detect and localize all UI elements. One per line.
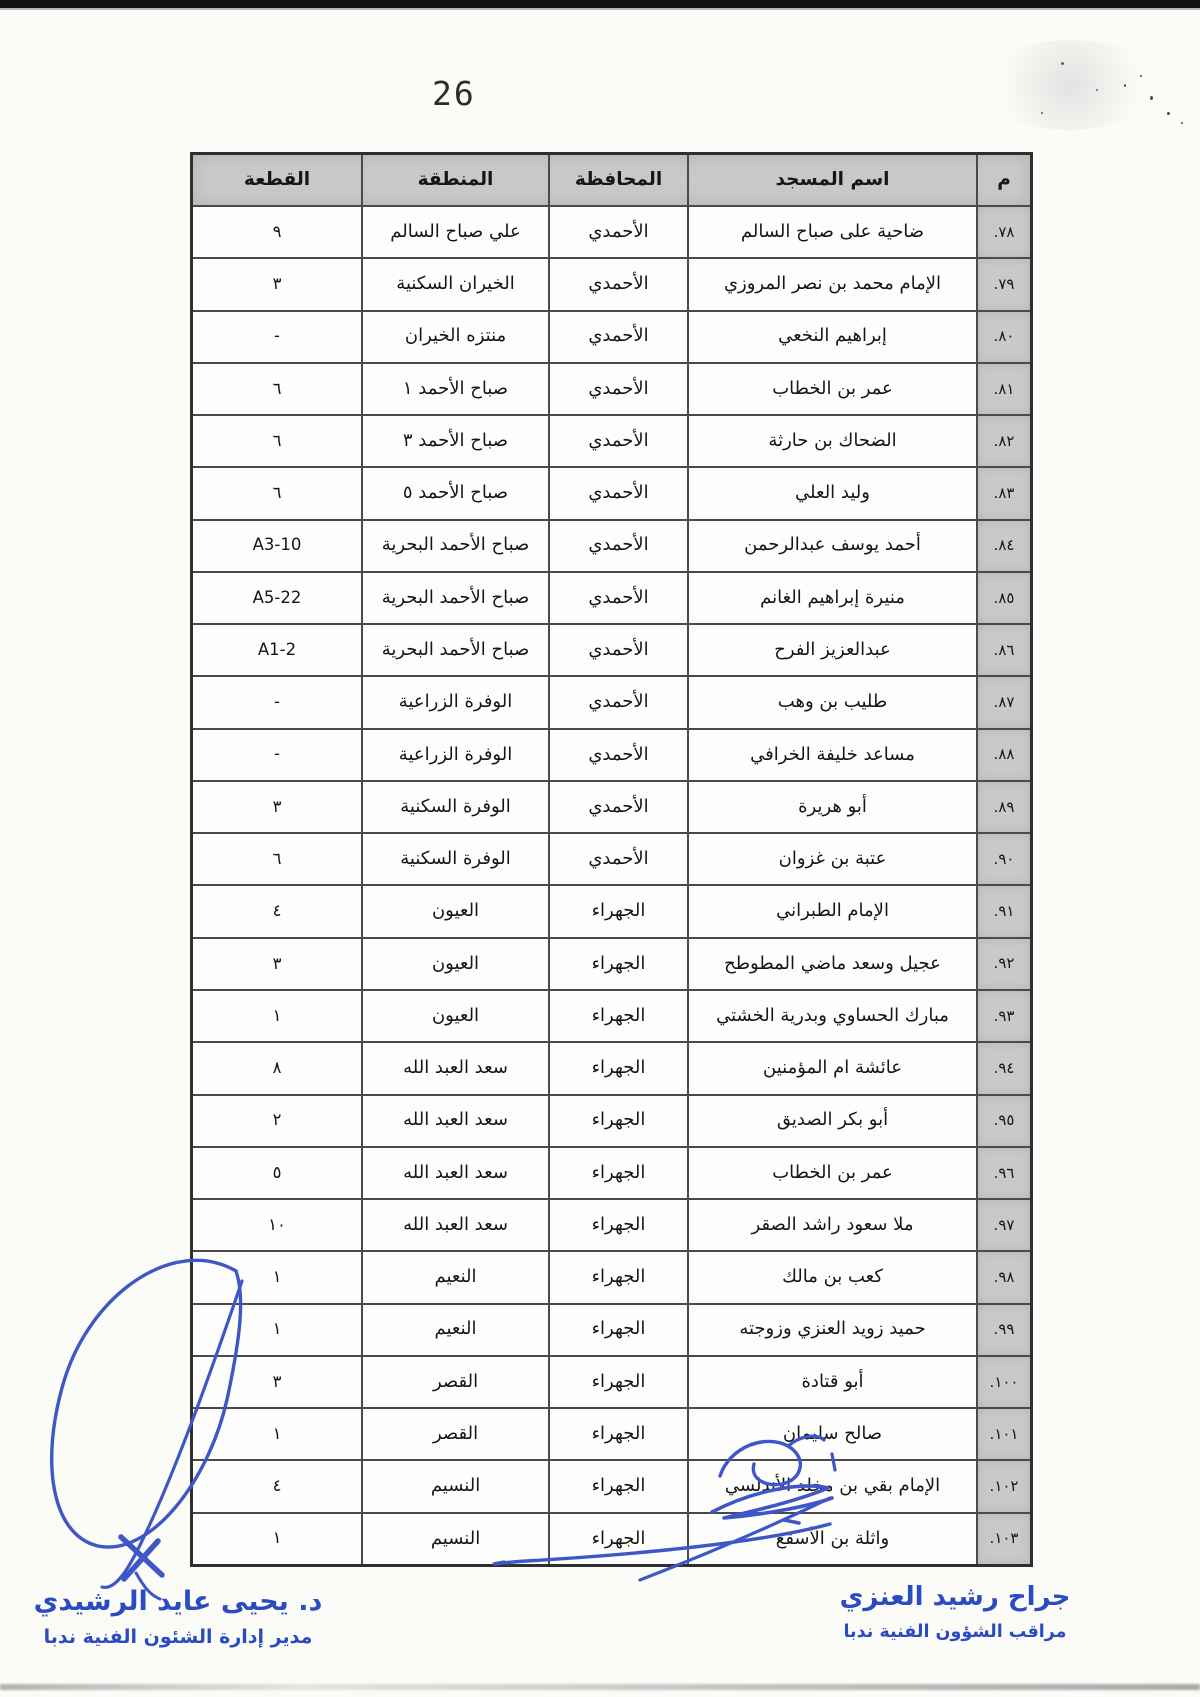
cell-governorate: الأحمدي	[550, 259, 689, 309]
cell-mosque-name: عمر بن الخطاب	[689, 364, 978, 414]
table-row	[193, 1357, 1030, 1409]
cell-plot: ٥	[193, 1148, 363, 1198]
stamp-left	[22, 1586, 334, 1648]
cell-area: النسيم	[363, 1461, 550, 1511]
cell-plot: A1-2	[193, 625, 363, 675]
cell-mosque-name: أحمد يوسف عبدالرحمن	[689, 521, 978, 571]
cell-plot: ٩	[193, 207, 363, 257]
header-plot: القطعة	[193, 155, 363, 205]
table-row	[193, 468, 1030, 520]
cell-mosque-name: أبو بكر الصديق	[689, 1096, 978, 1146]
table-row	[193, 625, 1030, 677]
stamp-right-title: مراقب الشؤون الفنية ندبا	[843, 1622, 1067, 1642]
table-row	[193, 416, 1030, 468]
cell-area: الوفرة السكنية	[363, 782, 550, 832]
table-row	[193, 677, 1030, 729]
cell-area: سعد العبد الله	[363, 1043, 550, 1093]
cell-area: العيون	[363, 886, 550, 936]
cell-mosque-name: عجيل وسعد ماضي المطوطح	[689, 939, 978, 989]
cell-governorate: الجهراء	[550, 939, 689, 989]
cell-governorate: الأحمدي	[550, 782, 689, 832]
cell-mosque-name: وليد العلي	[689, 468, 978, 518]
cell-governorate: الأحمدي	[550, 521, 689, 571]
cell-index: ٩٤.	[978, 1043, 1030, 1093]
scan-smudge	[980, 40, 1160, 130]
table-header-row	[193, 155, 1030, 207]
cell-plot: A5-22	[193, 573, 363, 623]
cell-governorate: الجهراء	[550, 1461, 689, 1511]
table-row	[193, 1043, 1030, 1095]
cell-mosque-name: طليب بن وهب	[689, 677, 978, 727]
cell-area: النعيم	[363, 1252, 550, 1302]
cell-index: ٩١.	[978, 886, 1030, 936]
mosques-table	[190, 152, 1033, 1567]
cell-mosque-name: أبو هريرة	[689, 782, 978, 832]
cell-governorate: الأحمدي	[550, 677, 689, 727]
cell-plot: ٤	[193, 1461, 363, 1511]
table-row	[193, 207, 1030, 259]
cell-area: العيون	[363, 939, 550, 989]
stamp-right	[836, 1582, 1074, 1642]
cell-area: الوفرة السكنية	[363, 834, 550, 884]
cell-mosque-name: حميد زويد العنزي وزوجته	[689, 1305, 978, 1355]
cell-area: الخيران السكنية	[363, 259, 550, 309]
cell-governorate: الجهراء	[550, 1357, 689, 1407]
cell-area: سعد العبد الله	[363, 1096, 550, 1146]
cell-governorate: الجهراء	[550, 1096, 689, 1146]
cell-index: ١٠٠.	[978, 1357, 1030, 1407]
cell-governorate: الأحمدي	[550, 834, 689, 884]
cell-index: ٨٩.	[978, 782, 1030, 832]
cell-plot: ٣	[193, 782, 363, 832]
table-row	[193, 573, 1030, 625]
cell-plot: ١	[193, 1514, 363, 1564]
table-row	[193, 521, 1030, 573]
cell-plot: ٦	[193, 468, 363, 518]
cell-index: ٩٣.	[978, 991, 1030, 1041]
cell-governorate: الأحمدي	[550, 625, 689, 675]
cell-governorate: الأحمدي	[550, 364, 689, 414]
scan-top-edge-artifact	[0, 0, 1200, 8]
cell-area: القصر	[363, 1409, 550, 1459]
cell-governorate: الجهراء	[550, 1305, 689, 1355]
stamp-left-name: د. يحيى عايد الرشيدي	[33, 1586, 323, 1617]
stamp-left-title: مدير إدارة الشئون الفنية ندبا	[43, 1626, 313, 1648]
cell-plot: ١	[193, 1409, 363, 1459]
cell-mosque-name: ملا سعود راشد الصقر	[689, 1200, 978, 1250]
cell-area: صباح الأحمد ١	[363, 364, 550, 414]
cell-governorate: الجهراء	[550, 1148, 689, 1198]
cell-index: ٨٥.	[978, 573, 1030, 623]
table-row	[193, 259, 1030, 311]
table-row	[193, 886, 1030, 938]
table-row	[193, 834, 1030, 886]
table-row	[193, 991, 1030, 1043]
cell-governorate: الجهراء	[550, 886, 689, 936]
cell-index: ١٠٣.	[978, 1514, 1030, 1564]
cell-area: صباح الأحمد البحرية	[363, 625, 550, 675]
cell-governorate: الجهراء	[550, 1252, 689, 1302]
cell-area: صباح الأحمد ٣	[363, 416, 550, 466]
cell-plot: ١	[193, 1252, 363, 1302]
table-row	[193, 1461, 1030, 1513]
cell-index: ٩٠.	[978, 834, 1030, 884]
table-row	[193, 1409, 1030, 1461]
page-number: 26	[432, 74, 476, 113]
cell-index: ٨٧.	[978, 677, 1030, 727]
cell-mosque-name: عبدالعزيز الفرح	[689, 625, 978, 675]
cell-index: ٩٢.	[978, 939, 1030, 989]
cell-governorate: الجهراء	[550, 1514, 689, 1564]
table-row	[193, 1200, 1030, 1252]
cell-index: ٩٨.	[978, 1252, 1030, 1302]
header-mosque-name: اسم المسجد	[689, 155, 978, 205]
cell-index: ٩٧.	[978, 1200, 1030, 1250]
cell-area: علي صباح السالم	[363, 207, 550, 257]
cell-index: ٧٩.	[978, 259, 1030, 309]
cell-mosque-name: الضحاك بن حارثة	[689, 416, 978, 466]
cell-index: ٧٨.	[978, 207, 1030, 257]
cell-mosque-name: الإمام محمد بن نصر المروزي	[689, 259, 978, 309]
cell-area: صباح الأحمد البحرية	[363, 521, 550, 571]
cell-plot: ١	[193, 991, 363, 1041]
cell-governorate: الجهراء	[550, 1409, 689, 1459]
cell-governorate: الأحمدي	[550, 312, 689, 362]
cell-plot: A3-10	[193, 521, 363, 571]
cell-plot: ٨	[193, 1043, 363, 1093]
cell-governorate: الأحمدي	[550, 416, 689, 466]
cell-governorate: الجهراء	[550, 1043, 689, 1093]
cell-plot: ٦	[193, 416, 363, 466]
cell-index: ٨٨.	[978, 730, 1030, 780]
cell-mosque-name: عائشة ام المؤمنين	[689, 1043, 978, 1093]
cell-area: سعد العبد الله	[363, 1148, 550, 1198]
cell-governorate: الأحمدي	[550, 207, 689, 257]
stamp-right-name: جراح رشيد العنزي	[839, 1582, 1071, 1612]
cell-area: صباح الأحمد ٥	[363, 468, 550, 518]
cell-mosque-name: الإمام بقي بن مخلد الأندلسي	[689, 1461, 978, 1511]
header-area: المنطقة	[363, 155, 550, 205]
cell-index: ١٠٢.	[978, 1461, 1030, 1511]
cell-mosque-name: ضاحية على صباح السالم	[689, 207, 978, 257]
table-row	[193, 364, 1030, 416]
table-body	[193, 207, 1030, 1564]
header-governorate: المحافظة	[550, 155, 689, 205]
cell-index: ٩٥.	[978, 1096, 1030, 1146]
scan-bottom-edge-artifact	[0, 1684, 1200, 1690]
table-row	[193, 1096, 1030, 1148]
cell-index: ٨٠.	[978, 312, 1030, 362]
cell-index: ١٠١.	[978, 1409, 1030, 1459]
table-row	[193, 1305, 1030, 1357]
cell-index: ٨١.	[978, 364, 1030, 414]
cell-index: ٨٢.	[978, 416, 1030, 466]
cell-mosque-name: منيرة إبراهيم الغانم	[689, 573, 978, 623]
cell-mosque-name: أبو قتادة	[689, 1357, 978, 1407]
cell-mosque-name: عمر بن الخطاب	[689, 1148, 978, 1198]
cell-index: ٩٦.	[978, 1148, 1030, 1198]
cell-area: الوفرة الزراعية	[363, 677, 550, 727]
cell-area: النسيم	[363, 1514, 550, 1564]
cell-area: الوفرة الزراعية	[363, 730, 550, 780]
cell-mosque-name: مبارك الحساوي وبدرية الخشتي	[689, 991, 978, 1041]
cell-governorate: الجهراء	[550, 991, 689, 1041]
cell-mosque-name: عتبة بن غزوان	[689, 834, 978, 884]
cell-mosque-name: إبراهيم النخعي	[689, 312, 978, 362]
cell-plot: ٣	[193, 1357, 363, 1407]
cell-index: ٨٤.	[978, 521, 1030, 571]
cell-area: القصر	[363, 1357, 550, 1407]
cell-area: سعد العبد الله	[363, 1200, 550, 1250]
cell-governorate: الأحمدي	[550, 730, 689, 780]
cell-plot: ٦	[193, 834, 363, 884]
cell-plot: -	[193, 312, 363, 362]
cell-index: ٨٣.	[978, 468, 1030, 518]
cell-mosque-name: مساعد خليفة الخرافي	[689, 730, 978, 780]
table-row	[193, 1148, 1030, 1200]
cell-plot: ٦	[193, 364, 363, 414]
cell-mosque-name: كعب بن مالك	[689, 1252, 978, 1302]
header-index: م	[997, 169, 1011, 191]
cell-plot: ٤	[193, 886, 363, 936]
table-row	[193, 782, 1030, 834]
cell-governorate: الجهراء	[550, 1200, 689, 1250]
table-row	[193, 939, 1030, 991]
cell-index: ٩٩.	[978, 1305, 1030, 1355]
cell-area: النعيم	[363, 1305, 550, 1355]
cell-governorate: الأحمدي	[550, 573, 689, 623]
cell-plot: -	[193, 677, 363, 727]
cell-mosque-name: صالح سليمان	[689, 1409, 978, 1459]
cell-index: ٨٦.	[978, 625, 1030, 675]
table-row	[193, 312, 1030, 364]
cell-plot: ٣	[193, 259, 363, 309]
cell-plot: ٢	[193, 1096, 363, 1146]
cell-area: منتزه الخيران	[363, 312, 550, 362]
table-row	[193, 1252, 1030, 1304]
table-row	[193, 1514, 1030, 1564]
cell-mosque-name: الإمام الطبراني	[689, 886, 978, 936]
table-row	[193, 730, 1030, 782]
cell-governorate: الأحمدي	[550, 468, 689, 518]
cell-plot: -	[193, 730, 363, 780]
cell-plot: ٣	[193, 939, 363, 989]
cell-plot: ١٠	[193, 1200, 363, 1250]
cell-mosque-name: واثلة بن الأسقع	[689, 1514, 978, 1564]
cell-area: صباح الأحمد البحرية	[363, 573, 550, 623]
cell-area: العيون	[363, 991, 550, 1041]
cell-plot: ١	[193, 1305, 363, 1355]
